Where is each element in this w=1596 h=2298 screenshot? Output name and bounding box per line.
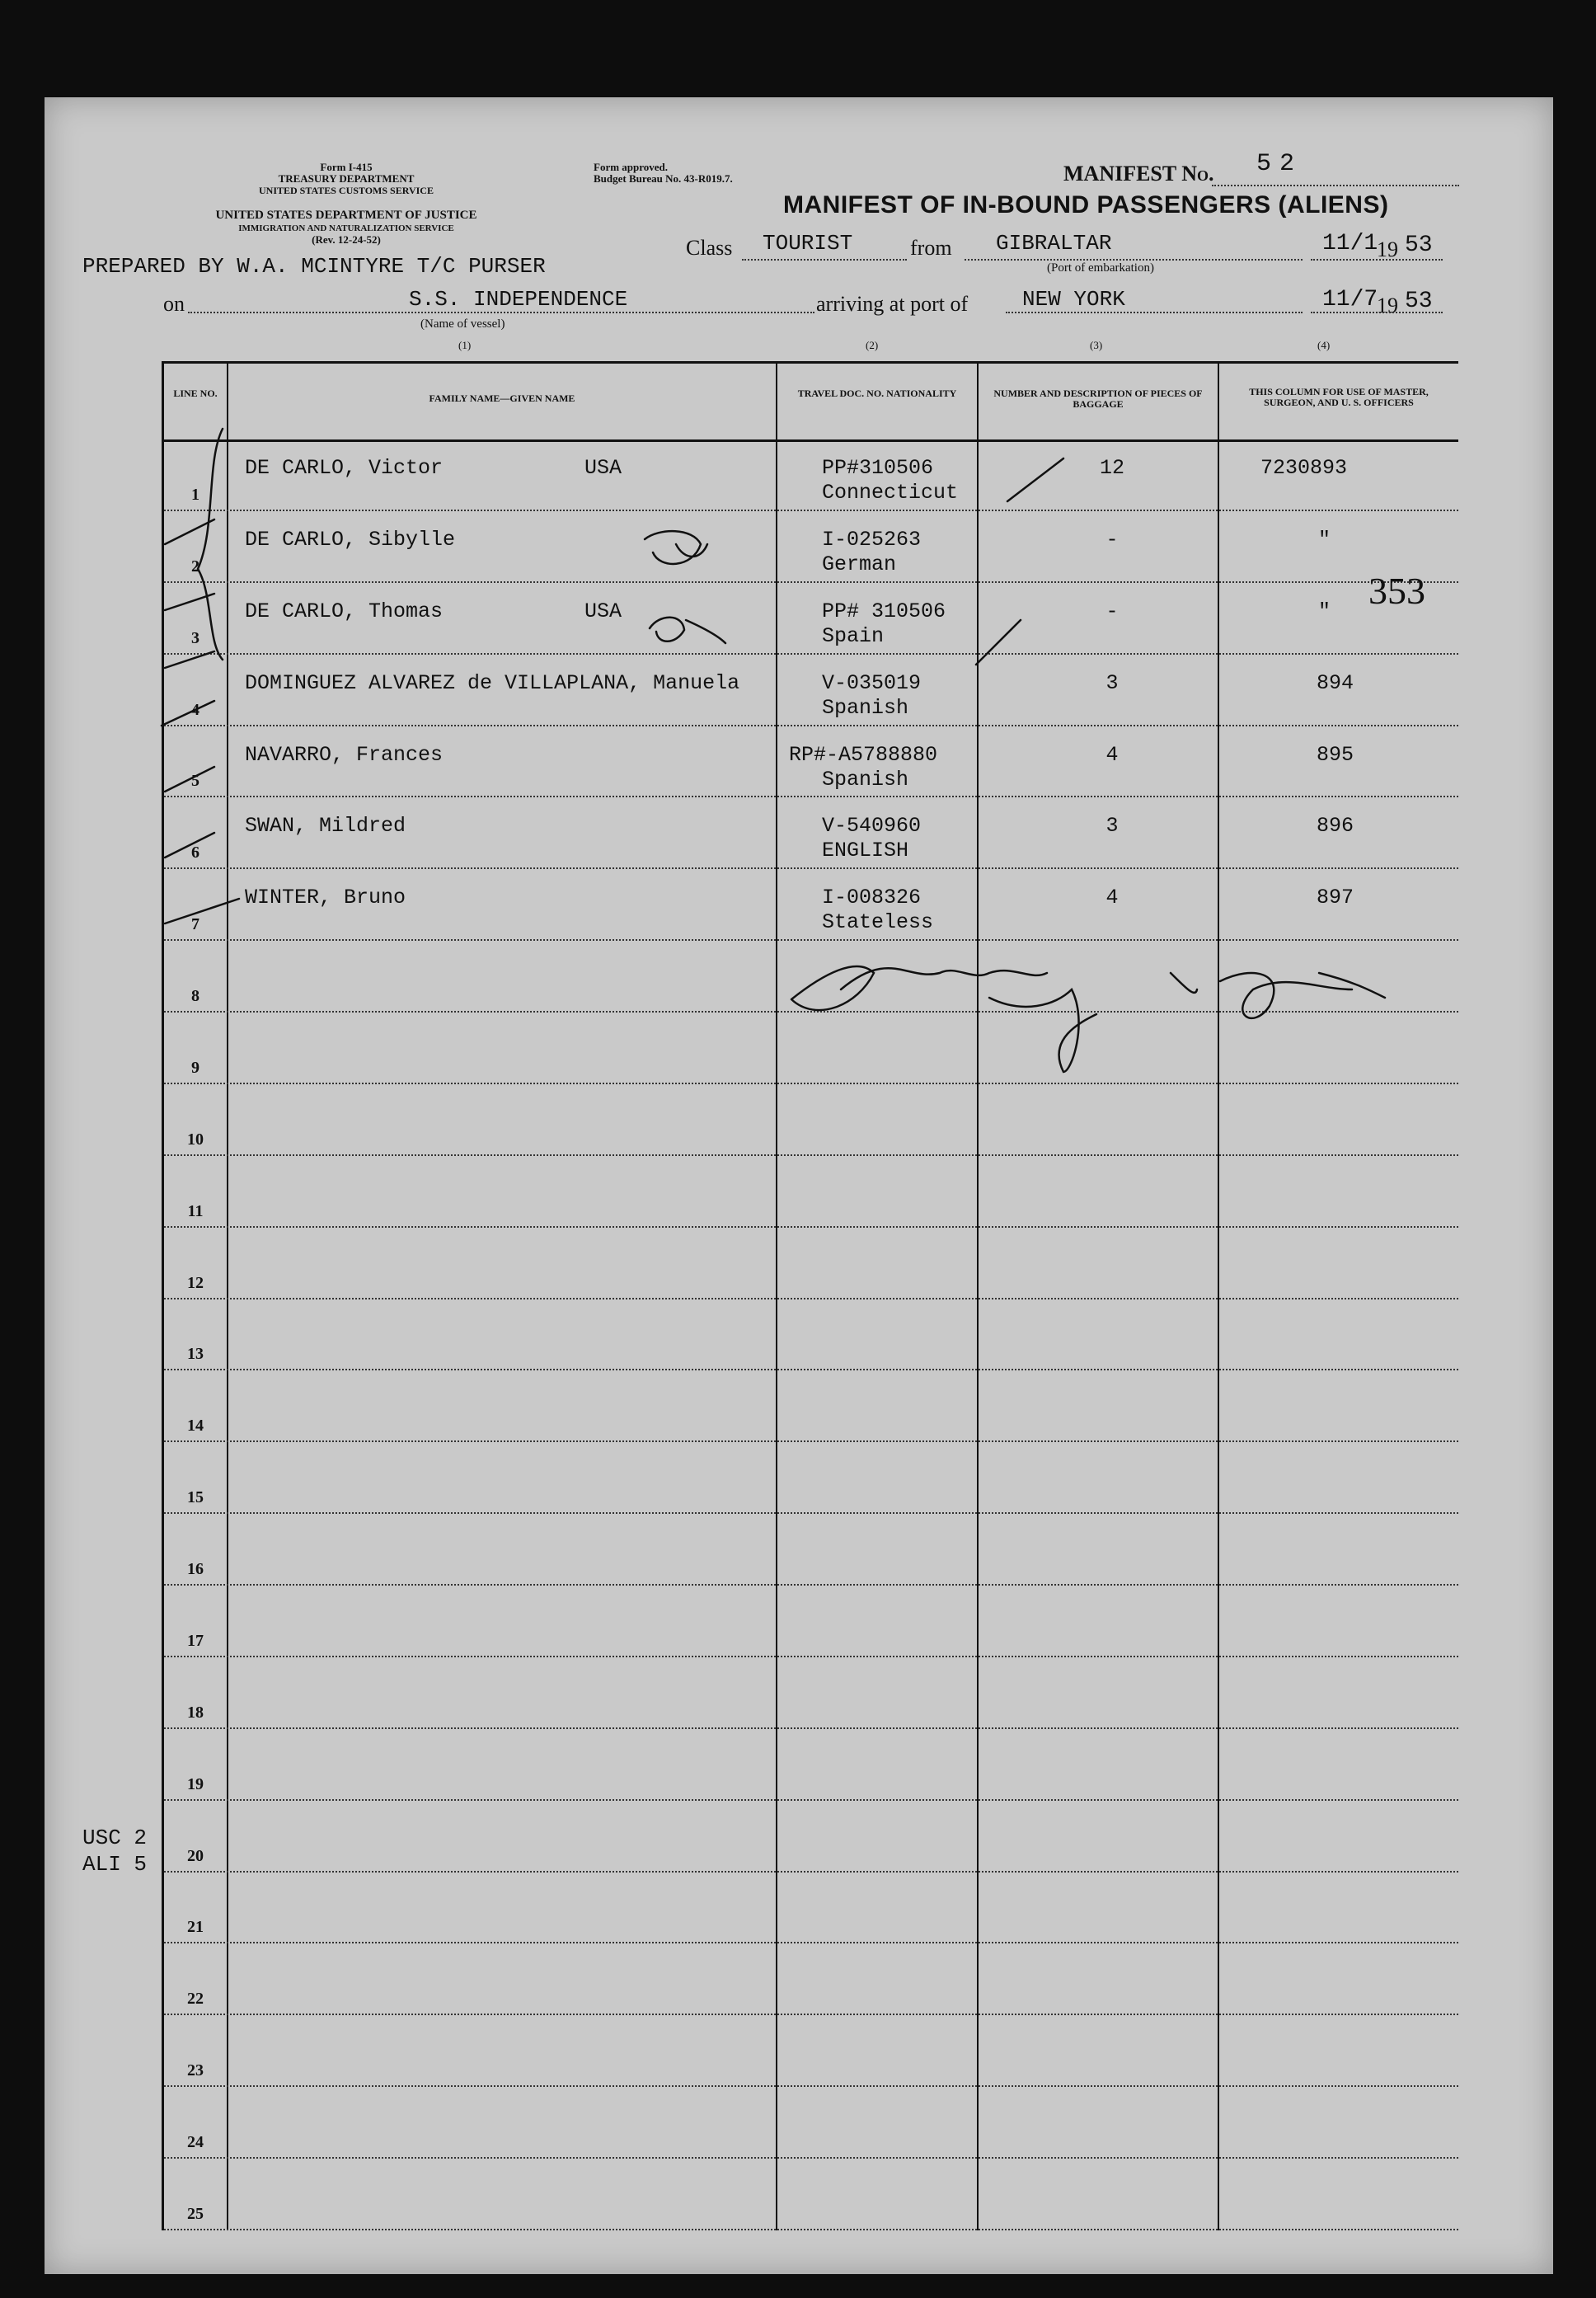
table-row — [164, 1013, 1458, 1084]
travel-doc-number: V-540960 — [822, 814, 922, 839]
table-row — [164, 1873, 1458, 1944]
table-row — [164, 1084, 1458, 1156]
passenger-name: DE CARLO, Victor — [245, 456, 444, 480]
row-number: 4 — [191, 700, 200, 719]
departure-date: 11/1 — [1322, 231, 1378, 256]
row-number: 23 — [187, 2061, 204, 2080]
table-row — [164, 1442, 1458, 1514]
citizenship: USA — [584, 456, 622, 480]
arrival-port-line — [1006, 312, 1303, 313]
usc-count: USC 2 — [82, 1826, 148, 1850]
arrival-year: 53 — [1405, 289, 1433, 314]
row-number: 13 — [187, 1345, 204, 1364]
row-number: 19 — [187, 1774, 204, 1793]
nationality: Spanish — [822, 695, 909, 720]
manifest-no-line — [1212, 185, 1459, 186]
travel-doc-number: I-025263 — [822, 527, 922, 552]
nationality: Spain — [822, 623, 885, 648]
row-number: 2 — [191, 557, 200, 576]
officer-reference: 7230893 — [1260, 456, 1348, 480]
row-number: 1 — [191, 485, 200, 504]
nationality: Connecticut — [822, 481, 959, 505]
class-label: Class — [686, 236, 733, 260]
baggage-count: - — [1105, 599, 1119, 623]
arrival-port: NEW YORK — [1022, 287, 1125, 312]
column-index-1: (1) — [458, 339, 472, 351]
row-number: 24 — [187, 2133, 204, 2152]
row-number: 15 — [187, 1488, 204, 1507]
col-header-officers: THIS COLUMN FOR USE OF MASTER, SURGEON, AND U. S. OFFICERS — [1249, 386, 1429, 408]
arrival-year-prefix: 19 — [1377, 294, 1398, 317]
table-row — [164, 1156, 1458, 1228]
row-number: 6 — [191, 844, 200, 862]
col-header-doc: TRAVEL DOC. NO. NATIONALITY — [797, 388, 957, 399]
travel-doc-number: PP#310506 — [822, 456, 934, 480]
baggage-count: 4 — [1105, 886, 1119, 910]
from-value: GIBRALTAR — [996, 231, 1112, 256]
passenger-name: DE CARLO, Sibylle — [245, 527, 456, 552]
prepared-by: PREPARED BY W.A. MCINTYRE T/C PURSER — [82, 254, 546, 279]
row-number: 16 — [187, 1560, 204, 1579]
baggage-count: 4 — [1105, 742, 1119, 767]
revision: (Rev. 12-24-52) — [312, 233, 381, 246]
from-label: from — [910, 236, 952, 260]
row-number: 20 — [187, 1846, 204, 1865]
table-row — [164, 1586, 1458, 1657]
table-row — [164, 655, 1458, 726]
table-row — [164, 2087, 1458, 2159]
table-row — [164, 1657, 1458, 1729]
treasury-dept: TREASURY DEPARTMENT — [278, 172, 415, 185]
nationality: German — [822, 552, 897, 576]
passenger-name: DOMINGUEZ ALVAREZ de VILLAPLANA, Manuela — [245, 670, 740, 695]
col-header-baggage: NUMBER AND DESCRIPTION OF PIECES OF BAGGAGE — [993, 388, 1203, 410]
departure-year: 53 — [1405, 233, 1433, 258]
officer-reference: 897 — [1317, 886, 1354, 910]
form-number: Form I-415 — [320, 161, 373, 173]
class-line — [742, 259, 907, 261]
form-approved: Form approved. — [594, 161, 669, 173]
table-row — [164, 1228, 1458, 1299]
row-number: 11 — [187, 1201, 204, 1220]
row-number: 3 — [191, 628, 200, 647]
arriving-label: arriving at port of — [816, 292, 969, 316]
class-value: TOURIST — [763, 231, 853, 256]
baggage-count: 12 — [1099, 456, 1124, 480]
arrival-date: 11/7 — [1322, 287, 1378, 313]
passenger-name: SWAN, Mildred — [245, 814, 406, 839]
table-row — [164, 1729, 1458, 1801]
table-row — [164, 583, 1458, 655]
baggage-count: 3 — [1105, 670, 1119, 695]
vessel-name: S.S. INDEPENDENCE — [409, 287, 628, 312]
col-header-name: FAMILY NAME—GIVEN NAME — [429, 392, 575, 404]
travel-doc-number: I-008326 — [822, 886, 922, 910]
ins-service: IMMIGRATION AND NATURALIZATION SERVICE — [238, 223, 454, 233]
from-line — [965, 259, 1303, 261]
passenger-table — [162, 361, 1458, 2230]
budget-bureau: Budget Bureau No. 43-R019.7. — [594, 172, 733, 185]
table-row — [164, 941, 1458, 1013]
row-number: 22 — [187, 1990, 204, 2009]
officer-reference: 894 — [1317, 670, 1354, 695]
vessel-line — [188, 312, 814, 313]
customs-service: UNITED STATES CUSTOMS SERVICE — [259, 185, 434, 196]
passenger-name: DE CARLO, Thomas — [245, 599, 444, 623]
table-row — [164, 2015, 1458, 2087]
column-index-4: (4) — [1317, 339, 1331, 351]
baggage-count: 3 — [1105, 814, 1119, 839]
table-row — [164, 439, 1458, 511]
travel-doc-number: RP#-A5788880 — [789, 742, 938, 767]
row-number: 25 — [187, 2204, 204, 2223]
officer-reference: " — [1318, 599, 1331, 623]
passenger-name: NAVARRO, Frances — [245, 742, 444, 767]
table-row — [164, 726, 1458, 798]
column-index-2: (2) — [866, 339, 879, 351]
nationality: Stateless — [822, 910, 934, 935]
column-index-3: (3) — [1090, 339, 1103, 351]
table-row — [164, 1801, 1458, 1873]
vessel-note: (Name of vessel) — [420, 317, 505, 331]
row-rule — [164, 2229, 1458, 2230]
table-row — [164, 797, 1458, 869]
manifest-title: MANIFEST OF IN-BOUND PASSENGERS (ALIENS) — [783, 191, 1389, 219]
table-row — [164, 1299, 1458, 1371]
row-number: 7 — [191, 915, 200, 934]
departure-date-line — [1311, 259, 1443, 261]
travel-doc-number: V-035019 — [822, 670, 922, 695]
departure-year-prefix: 19 — [1377, 237, 1398, 261]
row-number: 21 — [187, 1918, 204, 1937]
stamp-number: 353 — [1368, 570, 1425, 612]
row-number: 14 — [187, 1417, 204, 1436]
manifest-number: 52 — [1256, 150, 1303, 178]
table-row — [164, 869, 1458, 941]
row-number: 18 — [187, 1703, 204, 1722]
table-row — [164, 511, 1458, 583]
row-number: 12 — [187, 1273, 204, 1292]
nationality: ENGLISH — [822, 839, 909, 863]
officer-reference: " — [1318, 527, 1331, 552]
passenger-name: WINTER, Bruno — [245, 886, 406, 910]
embarkation-note: (Port of embarkation) — [1047, 261, 1154, 275]
on-label: on — [163, 292, 185, 316]
arrival-date-line — [1311, 312, 1443, 313]
table-row — [164, 1370, 1458, 1442]
row-number: 17 — [187, 1631, 204, 1650]
baggage-count: - — [1105, 527, 1119, 552]
row-number: 9 — [191, 1058, 200, 1077]
row-number: 10 — [187, 1130, 204, 1149]
nationality: Spanish — [822, 767, 909, 792]
justice-dept: UNITED STATES DEPARTMENT OF JUSTICE — [215, 209, 477, 222]
travel-doc-number: PP# 310506 — [822, 599, 946, 623]
officer-reference: 896 — [1317, 814, 1354, 839]
manifest-label: MANIFEST No. — [1063, 162, 1214, 186]
row-number: 8 — [191, 987, 200, 1006]
table-row — [164, 1943, 1458, 2015]
ali-count: ALI 5 — [82, 1852, 148, 1877]
table-row — [164, 1514, 1458, 1586]
table-row — [164, 2159, 1458, 2230]
citizenship: USA — [584, 599, 622, 623]
row-number: 5 — [191, 772, 200, 791]
col-header-line: LINE NO. — [173, 388, 218, 399]
officer-reference: 895 — [1317, 742, 1354, 767]
